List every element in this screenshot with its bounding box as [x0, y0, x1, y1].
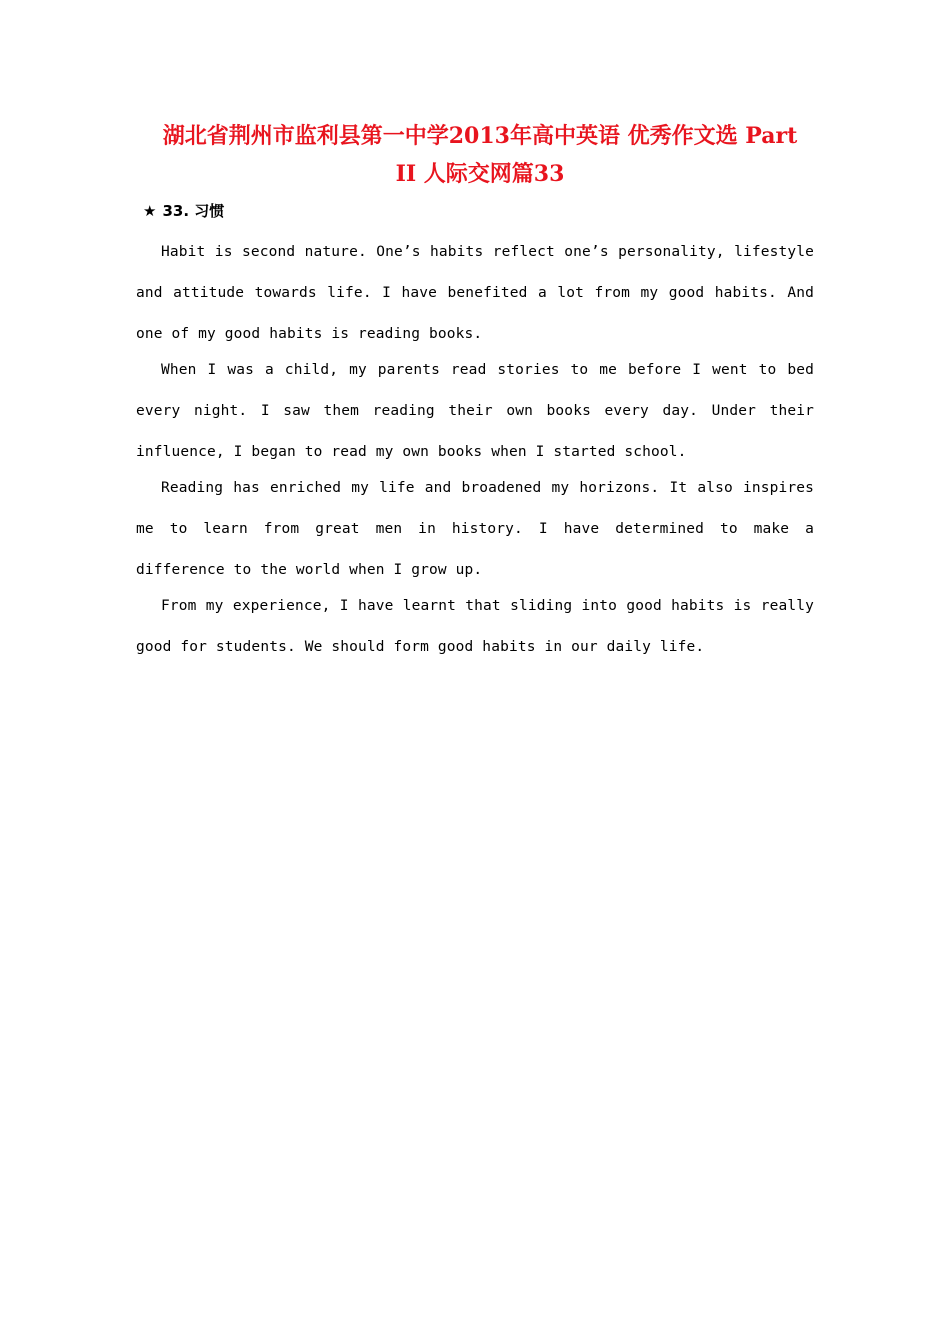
section-heading-text: 33. 习惯 — [162, 202, 225, 220]
essay-paragraph-1: Habit is second nature. One’s habits reflect one’s personality, lifestyle and attitude towards life. I have benefited a lot from my good habits. And one of my good habits is reading books. — [136, 244, 814, 342]
essay-body — [136, 232, 814, 663]
essay-paragraph-4: From my experience, I have learnt that sliding into good habits is really good for students. We should form good habits in our daily life. — [136, 598, 814, 655]
section-heading — [143, 199, 224, 223]
document-title-line-2: II 人际交网篇33 — [395, 161, 565, 187]
document-title-line-1: 湖北省荆州市监利县第一中学2013年高中英语 优秀作文选 Part — [162, 123, 798, 149]
star-icon: ★ — [143, 202, 157, 220]
essay-paragraph-2: When I was a child, my parents read stories to me before I went to bed every night. I saw them reading their own books every day. Under their influence, I began to read my own books when I started school. — [136, 362, 814, 460]
essay-paragraph-3: Reading has enriched my life and broadened my horizons. It also inspires me to learn from great men in history. I have determined to make a difference to the world when I grow up. — [136, 480, 814, 578]
